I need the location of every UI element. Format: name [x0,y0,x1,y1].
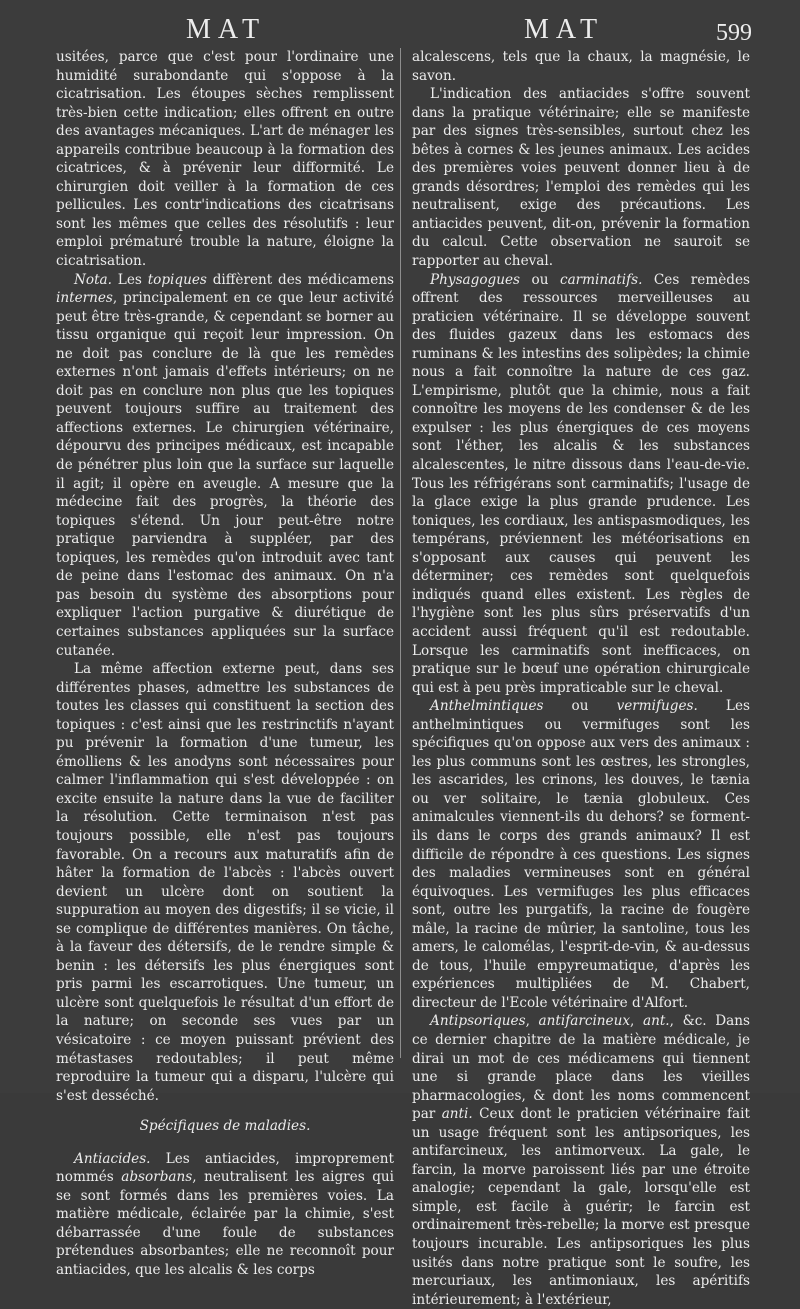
paragraph-antipsoriques: Antipsoriques, antifarcineux, ant., &c. Dans ce dernier chapitre de la matière médicale, je dirai un mot de ces médicamens qui tiennent une si grande place dans les vieilles pharmacologies, & dont les noms commencent par anti. Ceux dont le praticien vétérinaire fait un usage fréquent sont les antipsoriques, les antifarcineux, les antimorveux. La gale, le farcin, la morve paroissent liés par une étroite analogie; cependant la gale, lorsqu'elle est simple, est facile à guérir; le farcin est ordinairement très-rebelle; la morve est presque toujours incurable. Les antipsoriques les plus usités dans notre pratique sont le soufre, les mercuriaux, les antimoniaux, les apéritifs intérieurement; à l'extérieur, [412,1013,750,1308]
header-right-title: MAT [524,14,605,45]
physagogues-lead: Physagogues [430,271,521,288]
left-column [56,48,394,1280]
running-header [0,14,800,50]
header-left-title: MAT [186,14,267,45]
paragraph-indication-antiacides: L'indication des antiacides s'offre souvent dans la pratique vétérinaire; elle se manifeste par des signes très-sensibles, surtout chez les bêtes à cornes & les jeunes animaux. Les acides des premières voies peuvent donner lieu à de grands désordres; l'emploi des remèdes qui les neutralisent, exige des précautions. Les antiacides peuvent, dit-on, prévenir la formation du calcul. Cette observation ne sauroit se rapporter au cheval. [412,86,750,270]
anthelmintiques-lead: Anthelmintiques [430,698,544,715]
right-column [412,48,750,1309]
antipsoriques-lead: Antipsoriques [430,1013,526,1030]
paragraph-affection-externe: La même affection externe peut, dans ses différentes phases, admettre les substances de toutes les classes qui constituent la section des topiques : c'est ainsi que les restrinctifs n'ayant pu prévenir la formation d'une tumeur, les émolliens & les anodyns sont nécessaires pour calmer l'inflammation qui s'est développée : on excite ensuite la nature dans la vue de faciliter la résolution. Cette terminaison n'est pas toujours possible, elle n'est pas toujours favorable. On a recours aux maturatifs afin de hâter la formation de l'abcès : l'abcès ouvert devient un ulcère dont on soutient la suppuration au moyen des digestifs; il se vicie, il se complique de différentes manières. On tâche, à la faveur des détersifs, de le rendre simple & benin : les détersifs les plus énergiques sont pris parmi les escarrotiques. Une tumeur, un ulcère sont quelquefois le résultat d'un effort de la nature; on seconde ses vues par un vésicatoire : ce moyen puissant prévient des métastases redoutables; il peut même reproduire la tumeur qui a disparu, l'ulcère qui s'est desséché. [56,661,394,1104]
paragraph-physagogues: Physagogues ou carminatifs. Ces remèdes offrent des ressources merveilleuses au praticien vétérinaire. Il se développe souvent des fluides gazeux dans les estomacs des ruminans & les intestins des solipèdes; la chimie nous a fait connoître la nature de ces gaz. L'empirisme, plutôt que la chimie, nous a fait connoître les moyens de les condenser & de les expulser : les plus énergiques de ces moyens sont l'éther, les alcalis & les substances alcalescentes, le nitre dissous dans l'eau-de-vie. Tous les réfrigérans sont carminatifs; l'usage de la glace exige la plus grande prudence. Les toniques, les cordiaux, les antispasmodiques, les tempérans, préviennent les météorisations en s'opposant aux causes qui peuvent les déterminer; ces remèdes sont quelquefois indiqués quand elles existent. Les règles de l'hygiène sont les plus sûrs préservatifs d'un accident aussi fréquent qu'il est redoutable. Lorsque les carminatifs sont inefficaces, on pratique sur le bœuf une opération chirurgicale qui est à peu près impraticable sur le cheval. [412,271,750,696]
section-heading: Spécifiques de maladies. [139,1118,311,1135]
antiacides-lead: Antiacides. [74,1150,151,1167]
paragraph-alcalescens: alcalescens, tels que la chaux, la magnésie, le savon. [412,49,750,84]
paragraph-cicatrisation: usitées, parce que c'est pour l'ordinaire une humidité surabondante qui s'oppose à la cicatrisation. Les étoupes sèches remplissent très-bien cette indication; elles offrent en outre des avantages mécaniques. L'art de ménager les appareils contribue beaucoup à la formation des cicatrices, & à prévenir leur difformité. Le chirurgien doit veiller à la formation de ces pellicules. Les contr'indications des cicatrisans sont les mêmes que celles des résolutifs : leur emploi prématuré trouble la nature, éloigne la cicatrisation. [56,49,394,270]
paragraph-nota: Nota. Les topiques diffèrent des médicamens internes, principalement en ce que leur activité peut être très-grande, & cependant se borner au tissu organique qui reçoit leur impression. On ne doit pas conclure de là que les remèdes externes n'ont jamais d'effets intérieurs; on ne doit pas en conclure non plus que les topiques peuvent toujours suffire au traitement des affections externes. Le chirurgien vétérinaire, dépourvu des principes médicaux, est incapable de pénétrer plus loin que la surface sur laquelle il agit; il opère en aveugle. A mesure que la médecine fait des progrès, la théorie des topiques s'étend. Un jour peut-être notre pratique parviendra à suppléer, par des topiques, les remèdes qu'on introduit avec tant de peine dans l'estomac des animaux. On n'a pas besoin du système des absorptions pour expliquer l'action purgative & diurétique de certaines substances appliquées sur la surface cutanée. [56,271,394,659]
paragraph-anthelmintiques: Anthelmintiques ou vermifuges. Les anthelmintiques ou vermifuges sont les spécifiques qu'on oppose aux vers des animaux : les plus communs sont les œstres, les strongles, les ascarides, les crinons, les douves, le tænia ou ver solitaire, le tænia globuleux. Ces animalcules viennent-ils du dehors? se forment-ils dans le corps des grands animaux? Il est difficile de répondre à ces questions. Les signes des maladies vermineuses sont en général équivoques. Les vermifuges les plus efficaces sont, outre les purgatifs, la racine de fougère mâle, la racine de mûrier, la santoline, tous les amers, le calomélas, l'esprit-de-vin, & au-dessus de tous, l'huile empyreumatique, d'après les expériences multipliées de M. Chabert, directeur de l'Ecole vétérinaire d'Alfort. [412,698,750,1011]
paragraph-antiacides: Antiacides. Les antiacides, improprement nommés absorbans, neutralisent les aigres qui se sont formés dans les premières voies. La matière médicale, éclairée par la chimie, s'est débarrassée d'une foule de substances prétendues absorbantes; elle ne reconnoît pour antiacides, que les alcalis & les corps [56,1150,394,1278]
page-number: 599 [716,20,752,46]
nota-lead: Nota. [74,271,112,288]
column-divider [400,48,401,1058]
